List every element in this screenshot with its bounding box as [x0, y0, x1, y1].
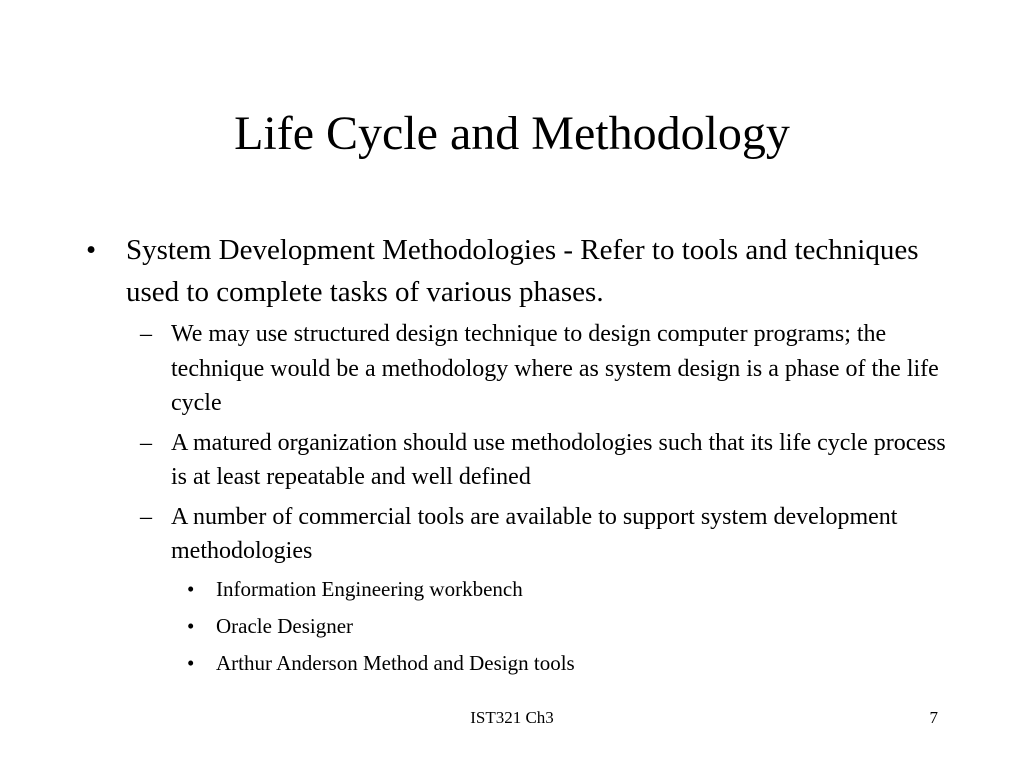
tool-list — [86, 575, 946, 677]
dash-marker: – — [140, 321, 152, 347]
sub-bullet-text: We may use structured design technique to design computer programs; the technique would be a methodology where as system design is a phase of the life cycle — [171, 321, 939, 416]
slide-title: Life Cycle and Methodology — [234, 107, 790, 160]
slide-body — [86, 229, 946, 686]
bullet-text: System Development Methodologies - Refer to tools and techniques used to complete tasks of various phases. — [126, 234, 919, 308]
sub-bullet-text: A matured organization should use methodologies such that its life cycle process is at least repeatable and well defined — [171, 429, 946, 490]
page-number: 7 — [929, 708, 938, 727]
dash-marker: – — [140, 429, 152, 456]
tool-text: Information Engineering workbench — [216, 576, 523, 601]
sub-bullet-list — [86, 317, 946, 677]
sub-bullet-text: A number of commercial tools are available to support system development methodologies — [171, 503, 898, 564]
tool-item — [86, 612, 946, 640]
tool-text: Oracle Designer — [216, 613, 354, 638]
bullet-marker: • — [86, 234, 97, 266]
bullet-marker: • — [187, 613, 195, 638]
sub-bullet-item — [86, 500, 946, 569]
tool-text: Arthur Anderson Method and Design tools — [216, 650, 575, 675]
footer-course-label: IST321 Ch3 — [470, 708, 554, 727]
sub-bullet-item — [86, 317, 946, 421]
bullet-marker: • — [187, 650, 195, 675]
dash-marker: – — [140, 503, 152, 530]
tool-item — [86, 575, 946, 603]
tool-item — [86, 649, 946, 677]
sub-bullet-item — [86, 426, 946, 495]
bullet-marker: • — [187, 576, 195, 601]
bullet-item — [86, 229, 946, 313]
